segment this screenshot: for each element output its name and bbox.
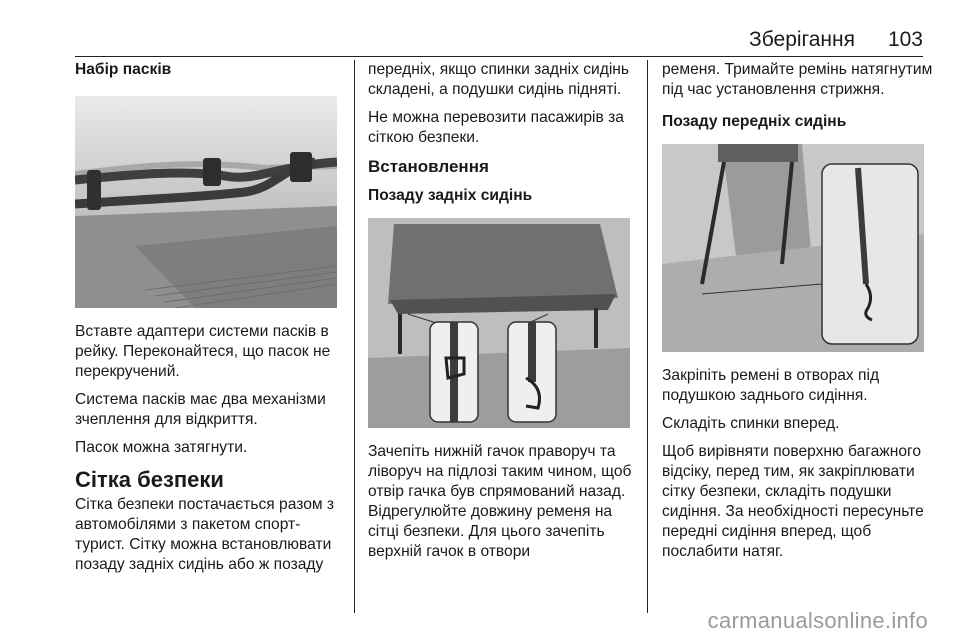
strap-paragraph-1: Вставте адаптери системи пасків в рейку. Переконайтеся, що пасок не перекручений.: [75, 323, 331, 380]
front-paragraph-2: Складіть спинки вперед.: [662, 415, 840, 432]
safety-net-heading: Сітка безпеки: [75, 467, 224, 492]
front-paragraph-1: Закріпіть ремені в отворах під подушкою заднього сидіння.: [662, 367, 880, 404]
column-2: [368, 60, 640, 570]
running-title: Зберігання: [749, 28, 855, 51]
hook-paragraph: Зачепіть нижній гачок праворуч та ліворуч на підлозі таким чином, щоб отвір гачка був спрямований назад. Відрегулюйте довжину ременя на сітці безпеки. Для цього зачепіть верхній гачок в отвори: [368, 443, 632, 560]
page-header: [0, 28, 960, 58]
page-number: 103: [887, 28, 923, 51]
front-seat-net-figure: [662, 144, 924, 352]
safety-net-paragraph: Сітка безпеки постачається разом з автомобілями з пакетом спорт-турист. Сітку можна встановлювати позаду задніх сидінь або ж позаду: [75, 496, 335, 573]
column-divider-2: [647, 60, 648, 613]
strap-figure: [75, 96, 337, 308]
header-rule: [75, 56, 923, 57]
net-paragraph-2: Не можна перевозити пасажирів за сіткою безпеки.: [368, 109, 624, 146]
strap-paragraph-2: Система пасків має два механізми зчеплення для відкриття.: [75, 391, 326, 428]
column-1: [75, 60, 347, 583]
behind-front-seats-heading: Позаду передніх сидінь: [662, 113, 847, 130]
strap-set-heading: Набір пасків: [75, 61, 172, 78]
strap-paragraph-3: Пасок можна затягнути.: [75, 439, 248, 456]
column-3: [662, 60, 934, 570]
watermark: carmanualsonline.info: [707, 608, 928, 633]
rear-seat-net-figure: [368, 218, 630, 428]
installation-heading: Встановлення: [368, 157, 489, 176]
column-divider-1: [354, 60, 355, 613]
front-paragraph-3: Щоб вирівняти поверхню багажного відсіку, перед тим, як закріплювати сітку безпеки, складіть подушки сидіння. За необхідності пересуньте передні сидіння вперед, щоб послабити натяг.: [662, 443, 924, 560]
behind-rear-seats-heading: Позаду задніх сидінь: [368, 187, 533, 204]
belt-paragraph: ременя. Тримайте ремінь натягнутим під час установлення стрижня.: [662, 61, 933, 98]
net-paragraph-1: передніх, якщо спинки задніх сидінь складені, а подушки сидінь підняті.: [368, 61, 630, 98]
